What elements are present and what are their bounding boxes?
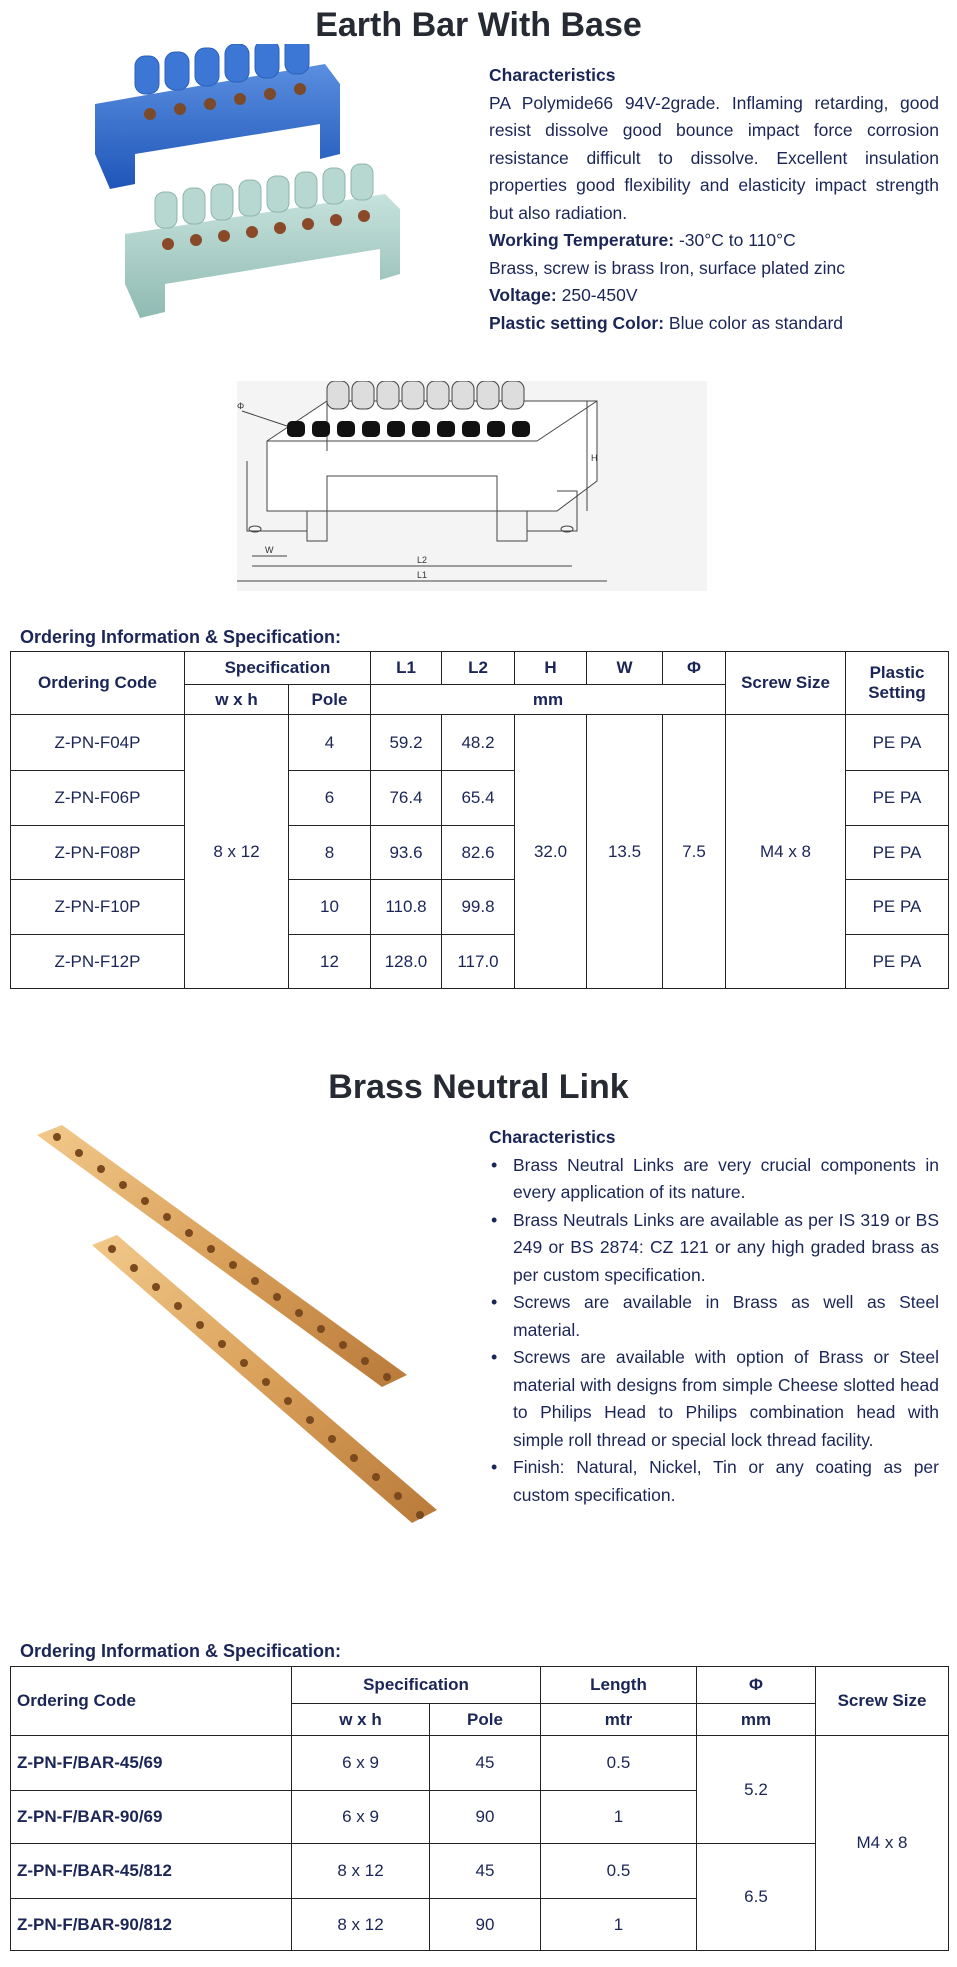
- voltage: [489, 282, 939, 310]
- cell-code: Z-PN-F/BAR-90/69: [11, 1791, 292, 1844]
- cell-code: Z-PN-F04P: [11, 715, 185, 771]
- header-pole: Pole: [289, 685, 371, 715]
- cell-code: Z-PN-F10P: [11, 880, 185, 935]
- cell-phi: 7.5: [663, 715, 726, 989]
- color-value: Blue color as standard: [664, 312, 844, 333]
- cell-l2: 65.4: [442, 771, 515, 826]
- cell-wxh: 8 x 12: [185, 715, 289, 989]
- brass-neutral-link-product-image: [37, 1125, 437, 1540]
- cell-pole: 8: [289, 826, 371, 880]
- diagram-label-l2: L2: [417, 555, 428, 565]
- table-row: [11, 1736, 949, 1791]
- cell-l1: 110.8: [371, 880, 442, 935]
- cell-code: Z-PN-F06P: [11, 771, 185, 826]
- cell-l2: 117.0: [442, 935, 515, 989]
- cell-pole: 90: [430, 1899, 541, 1951]
- diagram-label-h: H: [591, 453, 598, 463]
- table-row: [11, 1844, 949, 1899]
- cell-pole: 45: [430, 1736, 541, 1791]
- voltage-value: 250-450V: [556, 285, 638, 305]
- earth-bar-dimension-diagram: [237, 381, 707, 591]
- cell-l1: 93.6: [371, 826, 442, 880]
- list-item: • Screws are available in Brass as well as Steel material.: [513, 1289, 939, 1344]
- header-phi: Φ: [663, 652, 726, 685]
- brass-link-spec-table: [10, 1666, 949, 1951]
- cell-screw: M4 x 8: [816, 1736, 949, 1951]
- cell-code: Z-PN-F12P: [11, 935, 185, 989]
- cell-code: Z-PN-F/BAR-45/812: [11, 1844, 292, 1899]
- cell-wxh: 8 x 12: [292, 1844, 430, 1899]
- list-item: • Brass Neutrals Links are available as per IS 319 or BS 249 or BS 2874: CZ 121 or any high graded brass as per custom specification.: [513, 1207, 939, 1290]
- cell-code: Z-PN-F/BAR-90/812: [11, 1899, 292, 1951]
- header-specification: Specification: [185, 652, 371, 685]
- material-text: Brass, screw is brass Iron, surface plated zinc: [489, 257, 845, 278]
- header-ordering-code: Ordering Code: [11, 1667, 292, 1736]
- cell-length: 1: [541, 1899, 697, 1951]
- header-plastic-setting: Plastic Setting: [846, 652, 949, 715]
- earth-bar-characteristics: [489, 62, 939, 337]
- cell-length: 1: [541, 1791, 697, 1844]
- cell-l1: 128.0: [371, 935, 442, 989]
- list-item: • Screws are available with option of Brass or Steel material with designs from simple Cheese slotted head to Philips Head to Philips combination head with simple roll thread or special lock thread facility.: [513, 1344, 939, 1454]
- header-wxh: w x h: [292, 1704, 430, 1736]
- characteristics-heading: Characteristics: [489, 1127, 616, 1147]
- plastic-color: [489, 310, 939, 338]
- cell-w: 13.5: [587, 715, 663, 989]
- ordering-info-heading-2: Ordering Information & Specification:: [20, 1641, 342, 1661]
- cell-pole: 10: [289, 880, 371, 935]
- cell-l1: 76.4: [371, 771, 442, 826]
- header-ordering-code: Ordering Code: [11, 652, 185, 715]
- cell-l2: 48.2: [442, 715, 515, 771]
- color-label: Plastic setting Color:: [489, 312, 665, 333]
- cell-code: Z-PN-F/BAR-45/69: [11, 1736, 292, 1791]
- cell-pole: 12: [289, 935, 371, 989]
- cell-pole: 4: [289, 715, 371, 771]
- cell-pole: 45: [430, 1844, 541, 1899]
- working-temp-label: Working Temperature:: [489, 230, 675, 250]
- cell-plastic: PE PA: [846, 771, 949, 826]
- cell-length: 0.5: [541, 1844, 697, 1899]
- header-wxh: w x h: [185, 685, 289, 715]
- voltage-label: Voltage:: [489, 285, 557, 305]
- cell-phi: 5.2: [697, 1736, 816, 1844]
- list-item: • Finish: Natural, Nickel, Tin or any coating as per custom specification.: [513, 1454, 939, 1509]
- diagram-label-l1: L1: [417, 570, 428, 580]
- header-mm: mm: [697, 1704, 816, 1736]
- header-mtr: mtr: [541, 1704, 697, 1736]
- working-temp-value: -30°C to 110°C: [674, 230, 796, 250]
- cell-wxh: 6 x 9: [292, 1736, 430, 1791]
- cell-l2: 82.6: [442, 826, 515, 880]
- header-w: W: [587, 652, 663, 685]
- cell-wxh: 8 x 12: [292, 1899, 430, 1951]
- brass-neutral-link-title: Brass Neutral Link: [328, 1068, 629, 1106]
- header-l2: L2: [442, 652, 515, 685]
- header-screw-size: Screw Size: [726, 652, 846, 715]
- header-length: Length: [541, 1667, 697, 1704]
- cell-plastic: PE PA: [846, 935, 949, 989]
- characteristics-list: [489, 1152, 939, 1510]
- cell-l1: 59.2: [371, 715, 442, 771]
- description-text: PA Polymide66 94V-2grade. Inflaming retarding, good resist dissolve good bounce impact force corrosion resistance difficult to dissolve. Excellent insulation properties good flexibility and elasticity impact strength but also radiation.: [489, 92, 939, 223]
- diagram-label-phi: Φ: [237, 401, 245, 411]
- list-item: • Brass Neutral Links are very crucial components in every application of its nature.: [513, 1152, 939, 1207]
- cell-length: 0.5: [541, 1736, 697, 1791]
- cell-phi: 6.5: [697, 1844, 816, 1951]
- header-h: H: [515, 652, 587, 685]
- header-phi: Φ: [697, 1667, 816, 1704]
- cell-l2: 99.8: [442, 880, 515, 935]
- header-l1: L1: [371, 652, 442, 685]
- header-screw-size: Screw Size: [816, 1667, 949, 1736]
- characteristics-heading: Characteristics: [489, 65, 616, 85]
- cell-plastic: PE PA: [846, 826, 949, 880]
- cell-h: 32.0: [515, 715, 587, 989]
- cell-wxh: 6 x 9: [292, 1791, 430, 1844]
- table-row: [11, 715, 949, 771]
- header-specification: Specification: [292, 1667, 541, 1704]
- earth-bar-title: Earth Bar With Base: [315, 6, 642, 44]
- working-temperature: [489, 227, 939, 255]
- earth-bar-spec-table: [10, 651, 949, 989]
- cell-pole: 90: [430, 1791, 541, 1844]
- cell-code: Z-PN-F08P: [11, 826, 185, 880]
- cell-plastic: PE PA: [846, 715, 949, 771]
- brass-link-characteristics: [489, 1124, 939, 1509]
- cell-plastic: PE PA: [846, 880, 949, 935]
- diagram-label-w: W: [265, 545, 274, 555]
- header-pole: Pole: [430, 1704, 541, 1736]
- earth-bar-product-image: [75, 44, 425, 344]
- header-mm: mm: [371, 685, 726, 715]
- ordering-info-heading-1: Ordering Information & Specification:: [20, 627, 342, 647]
- cell-screw: M4 x 8: [726, 715, 846, 989]
- cell-pole: 6: [289, 771, 371, 826]
